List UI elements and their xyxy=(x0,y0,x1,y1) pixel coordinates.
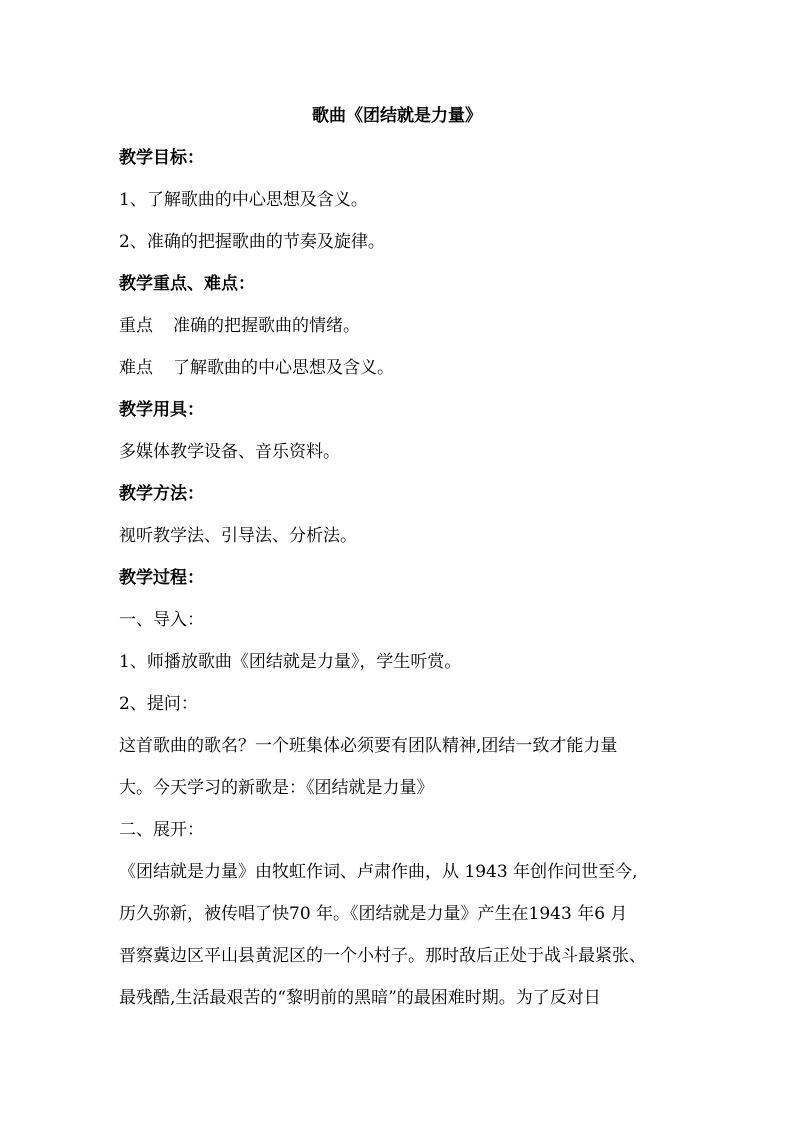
intro-item: 2、提问： xyxy=(119,694,198,714)
focus-text: 准确的把握歌曲的情绪。 xyxy=(173,316,360,336)
methods-heading: 教学方法： xyxy=(119,484,204,504)
tools-heading: 教学用具： xyxy=(119,400,204,420)
paragraph-line: 《团结就是力量》由牧虹作词、卢肃作曲，从 1943 年创作问世至今, xyxy=(119,862,638,882)
paragraph-line: 历久弥新，被传唱了快70 年。《团结就是力量》产生在1943 年6 月 xyxy=(119,904,628,924)
key-points-heading: 教学重点、难点： xyxy=(119,274,255,294)
paragraph-line: 最残酷,生活最艰苦的“黎明前的黑暗”的最困难时期。为了反对日 xyxy=(119,988,601,1008)
tools-text: 多媒体教学设备、音乐资料。 xyxy=(119,442,340,462)
process-heading: 教学过程： xyxy=(119,568,204,588)
develop-heading: 二、展开： xyxy=(119,820,204,840)
difficulty-line xyxy=(119,356,689,380)
objectives-heading: 教学目标： xyxy=(119,148,204,168)
intro-heading: 一、导入： xyxy=(119,610,204,630)
difficulty-label: 难点 xyxy=(119,358,153,378)
intro-item: 1、师播放歌曲《团结就是力量》，学生听赏。 xyxy=(119,652,462,672)
paragraph-line: 这首歌曲的歌名？一个班集体必须要有团队精神,团结一致才能力量 xyxy=(119,736,618,756)
methods-text: 视听教学法、引导法、分析法。 xyxy=(119,526,357,546)
paragraph-line: 晋察冀边区平山县黄泥区的一个小村子。那时敌后正处于战斗最紧张、 xyxy=(119,946,646,966)
focus-label: 重点 xyxy=(119,316,153,336)
paragraph-line: 大。今天学习的新歌是：《团结就是力量》 xyxy=(119,778,434,798)
difficulty-text: 了解歌曲的中心思想及含义。 xyxy=(173,358,394,378)
document-title: 歌曲《团结就是力量》 xyxy=(312,106,482,126)
focus-line xyxy=(119,314,689,338)
objective-item: 1、了解歌曲的中心思想及含义。 xyxy=(119,190,368,210)
objective-item: 2、准确的把握歌曲的节奏及旋律。 xyxy=(119,232,385,252)
